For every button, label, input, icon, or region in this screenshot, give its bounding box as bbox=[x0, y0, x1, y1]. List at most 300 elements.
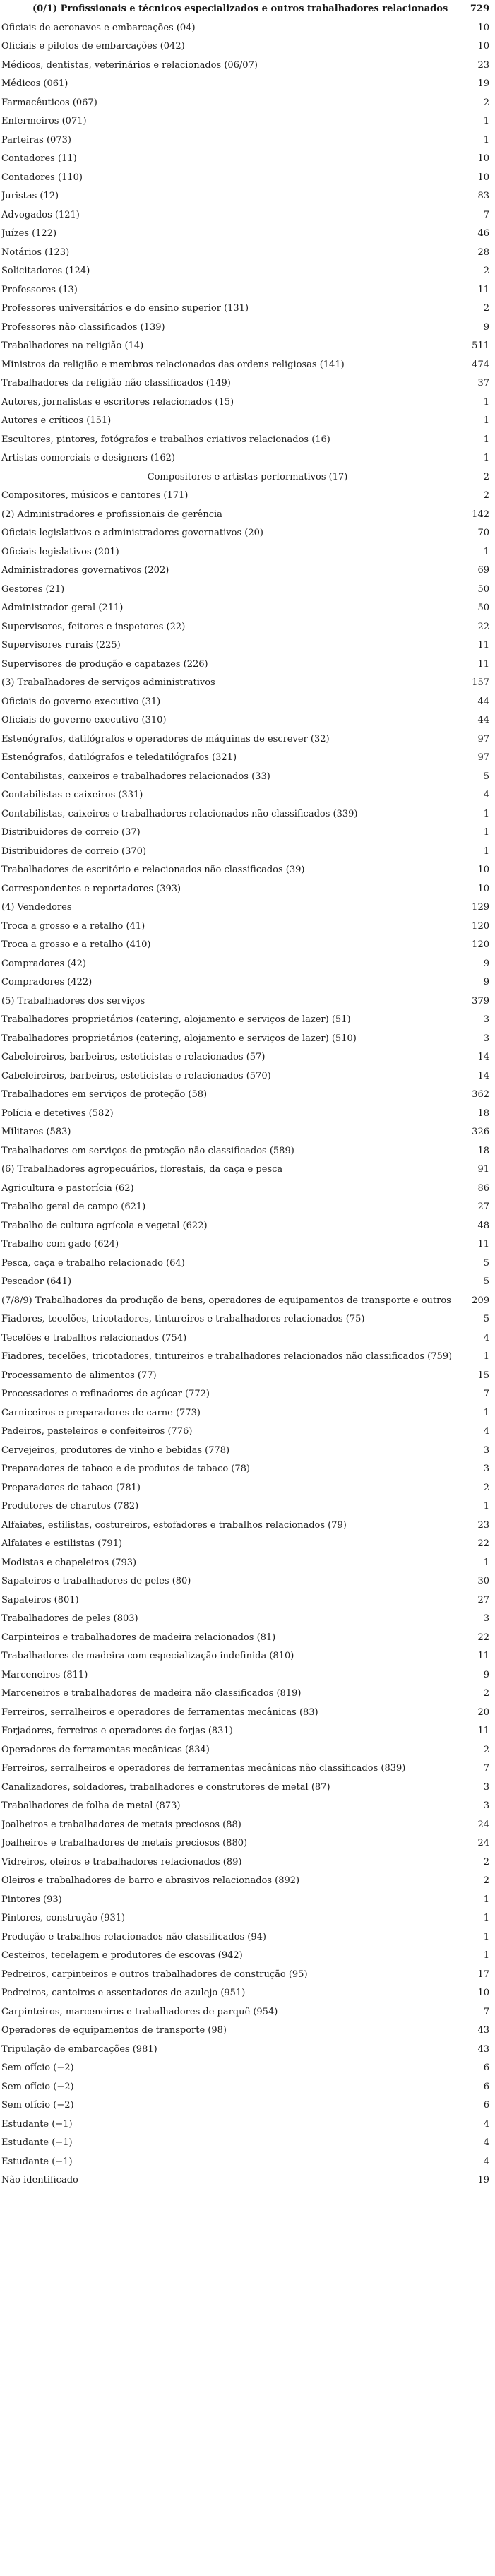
occupation-label: Joalheiros e trabalhadores de metais preciosos (88) bbox=[1, 1819, 241, 1830]
occupation-label: Supervisores de produção e capatazes (226) bbox=[1, 658, 208, 670]
occupation-count: 46 bbox=[477, 228, 489, 239]
table-row bbox=[0, 169, 495, 188]
occupation-count: 5 bbox=[483, 1314, 489, 1324]
table-row bbox=[0, 1741, 495, 1760]
table-row bbox=[0, 1816, 495, 1835]
occupation-count: 11 bbox=[477, 640, 489, 651]
occupation-count: 1 bbox=[483, 1557, 489, 1568]
table-row bbox=[0, 244, 495, 263]
table-row bbox=[0, 1554, 495, 1573]
occupation-count: 2 bbox=[483, 1482, 489, 1493]
table-row bbox=[0, 1797, 495, 1816]
table-row bbox=[0, 2134, 495, 2153]
occupation-label: Pedreiros, canteiros e assentadores de azulejo (951) bbox=[1, 1988, 246, 1998]
occupation-label: Estenógrafos, datilógrafos e teledatilógrafos (321) bbox=[1, 752, 237, 763]
occupation-label: Farmacêuticos (067) bbox=[1, 97, 97, 108]
occupation-label: Oficiais do governo executivo (310) bbox=[1, 715, 167, 725]
table-row bbox=[0, 187, 495, 206]
occupation-label: Trabalhadores na religião (14) bbox=[1, 340, 144, 351]
table-row bbox=[0, 581, 495, 600]
occupation-count: 1 bbox=[483, 808, 489, 819]
table-row bbox=[0, 131, 495, 150]
occupation-label: Processamento de alimentos (77) bbox=[1, 1370, 157, 1381]
occupation-count: 1 bbox=[483, 1501, 489, 1512]
occupation-count: 97 bbox=[477, 733, 489, 744]
occupation-count: 50 bbox=[477, 603, 489, 613]
table-row bbox=[0, 1591, 495, 1610]
occupation-count: 37 bbox=[477, 378, 489, 388]
occupation-count: 142 bbox=[472, 509, 489, 520]
table-row bbox=[0, 1217, 495, 1236]
occupation-count: 11 bbox=[477, 658, 489, 670]
occupation-count: 91 bbox=[477, 1164, 489, 1175]
occupation-label: Estudante (−1) bbox=[1, 2118, 73, 2130]
table-row bbox=[0, 749, 495, 768]
table-row bbox=[0, 150, 495, 169]
table-row bbox=[0, 1759, 495, 1779]
occupation-count: 24 bbox=[477, 1819, 489, 1830]
occupation-label: Não identificado bbox=[1, 2175, 78, 2185]
occupation-count: 6 bbox=[483, 2100, 489, 2111]
table-row bbox=[0, 1629, 495, 1648]
table-row bbox=[0, 281, 495, 300]
occupation-label: Administrador geral (211) bbox=[1, 603, 124, 613]
occupation-count: 2 bbox=[483, 490, 489, 501]
occupation-label: Oficiais e pilotos de embarcações (042) bbox=[1, 41, 185, 52]
occupation-count: 50 bbox=[477, 583, 489, 595]
occupation-label: Sem ofício (−2) bbox=[1, 2081, 74, 2092]
occupation-count: 4 bbox=[483, 2156, 489, 2167]
table-row bbox=[0, 1198, 495, 1217]
occupation-count: 3 bbox=[483, 1033, 489, 1044]
occupation-label: Solicitadores (124) bbox=[1, 266, 90, 276]
occupation-count: 10 bbox=[477, 153, 489, 164]
occupation-label: Cabeleireiros, barbeiros, esteticistas e relacionados (570) bbox=[1, 1070, 271, 1081]
occupation-count: 4 bbox=[483, 2137, 489, 2148]
occupation-count: 3 bbox=[483, 1014, 489, 1025]
occupation-count: 157 bbox=[472, 677, 489, 688]
occupation-count: 511 bbox=[472, 340, 489, 351]
table-row bbox=[0, 1909, 495, 1928]
table-row bbox=[0, 786, 495, 805]
occupation-count: 11 bbox=[477, 1651, 489, 1661]
occupation-label: (6) Trabalhadores agropecuários, florestais, da caça e pesca bbox=[1, 1164, 283, 1175]
occupation-label: Contabilistas e caixeiros (331) bbox=[1, 790, 143, 800]
occupation-count: 3 bbox=[483, 1781, 489, 1793]
occupation-count: 22 bbox=[477, 621, 489, 632]
table-row bbox=[0, 1348, 495, 1367]
occupation-label: Oficiais de aeronaves e embarcações (04) bbox=[1, 22, 196, 33]
occupation-label: Oficiais legislativos e administradores governativos (20) bbox=[1, 528, 263, 538]
table-row bbox=[0, 506, 495, 525]
occupation-count: 2 bbox=[483, 1875, 489, 1886]
table-row bbox=[0, 1423, 495, 1442]
table-row bbox=[0, 94, 495, 113]
table-row bbox=[0, 674, 495, 693]
occupation-label: Distribuidores de correio (37) bbox=[1, 827, 141, 838]
table-row bbox=[0, 2059, 495, 2078]
occupation-count: 23 bbox=[477, 59, 489, 71]
occupation-label: Trabalho com gado (624) bbox=[1, 1239, 119, 1250]
occupation-label: Carpinteiros, marceneiros e trabalhadores de parquê (954) bbox=[1, 2006, 278, 2017]
occupation-label: Juristas (12) bbox=[1, 191, 59, 201]
occupation-label: Troca a grosso e a retalho (41) bbox=[1, 920, 145, 932]
occupation-label: Trabalhadores de escritório e relacionados não classificados (39) bbox=[1, 865, 305, 875]
occupation-label: Oleiros e trabalhadores de barro e abrasivos relacionados (892) bbox=[1, 1875, 300, 1886]
occupation-label: Juízes (122) bbox=[1, 228, 57, 239]
table-row bbox=[0, 299, 495, 319]
table-row bbox=[0, 618, 495, 637]
occupation-count: 69 bbox=[477, 565, 489, 576]
occupation-label: Compradores (422) bbox=[1, 977, 93, 987]
occupation-label: Cervejeiros, produtores de vinho e bebidas (778) bbox=[1, 1444, 230, 1456]
occupation-count: 7 bbox=[483, 2006, 489, 2017]
table-row bbox=[0, 973, 495, 992]
table-row bbox=[0, 2041, 495, 2060]
occupation-label: Artistas comerciais e designers (162) bbox=[1, 453, 175, 463]
table-row bbox=[0, 1947, 495, 1966]
occupation-count: 11 bbox=[477, 1239, 489, 1250]
occupation-label: Marceneiros e trabalhadores de madeira não classificados (819) bbox=[1, 1688, 302, 1699]
table-row bbox=[0, 843, 495, 862]
table-row bbox=[0, 37, 495, 57]
occupation-label: Pedreiros, carpinteiros e outros trabalhadores de construção (95) bbox=[1, 1969, 308, 1980]
occupation-label: Compositores, músicos e cantores (171) bbox=[1, 490, 189, 501]
occupation-count: 19 bbox=[477, 2175, 489, 2185]
table-row bbox=[0, 1460, 495, 1479]
occupation-label: Distribuidores de correio (370) bbox=[1, 845, 147, 857]
occupation-count: 2 bbox=[483, 303, 489, 314]
occupation-label: Professores não classificados (139) bbox=[1, 321, 165, 333]
occupation-count: 2 bbox=[483, 1856, 489, 1868]
occupation-count: 1 bbox=[483, 453, 489, 463]
occupation-count: 4 bbox=[483, 1332, 489, 1343]
table-header-row bbox=[0, 0, 495, 19]
occupation-count: 19 bbox=[477, 78, 489, 89]
table-row bbox=[0, 711, 495, 730]
occupation-label: (5) Trabalhadores dos serviços bbox=[1, 995, 145, 1007]
occupation-count: 44 bbox=[477, 696, 489, 707]
occupation-label: Escultores, pintores, fotógrafos e trabalhos criativos relacionados (16) bbox=[1, 434, 330, 445]
table-row bbox=[0, 2003, 495, 2022]
occupation-count: 3 bbox=[483, 1444, 489, 1456]
occupation-label: Trabalhadores de peles (803) bbox=[1, 1613, 138, 1624]
occupation-label: (3) Trabalhadores de serviços administrativos bbox=[1, 677, 215, 688]
table-row bbox=[0, 2078, 495, 2097]
occupation-label: Produção e trabalhos relacionados não classificados (94) bbox=[1, 1931, 266, 1942]
table-row bbox=[0, 1067, 495, 1086]
occupation-count: 3 bbox=[483, 1800, 489, 1811]
table-row bbox=[0, 431, 495, 450]
occupation-label: Ferreiros, serralheiros e operadores de ferramentas mecânicas não classificados (839) bbox=[1, 1763, 406, 1774]
table-row bbox=[0, 337, 495, 356]
occupation-count: 7 bbox=[483, 1389, 489, 1399]
occupation-count: 2 bbox=[483, 1744, 489, 1755]
occupation-count: 1 bbox=[483, 827, 489, 838]
occupation-label: Oficiais do governo executivo (31) bbox=[1, 696, 161, 707]
table-row bbox=[0, 543, 495, 562]
occupation-label: Notários (123) bbox=[1, 247, 70, 258]
occupation-label: Pintores (93) bbox=[1, 1894, 62, 1905]
table-row bbox=[0, 1105, 495, 1124]
table-row bbox=[0, 824, 495, 843]
table-row bbox=[0, 206, 495, 225]
occupation-count: 18 bbox=[477, 1108, 489, 1119]
occupation-count: 15 bbox=[477, 1370, 489, 1381]
table-row bbox=[0, 393, 495, 412]
table-row bbox=[0, 319, 495, 338]
occupation-count: 18 bbox=[477, 1145, 489, 1156]
occupation-label: Preparadores de tabaco (781) bbox=[1, 1482, 141, 1493]
table-row bbox=[0, 1367, 495, 1386]
occupation-label: Tecelões e trabalhos relacionados (754) bbox=[1, 1332, 187, 1343]
occupation-count: 1 bbox=[483, 1407, 489, 1418]
occupation-count: 9 bbox=[483, 958, 489, 969]
occupation-count: 23 bbox=[477, 1519, 489, 1531]
occupation-label: Joalheiros e trabalhadores de metais preciosos (880) bbox=[1, 1838, 248, 1848]
occupation-count: 4 bbox=[483, 1426, 489, 1437]
occupation-count: 14 bbox=[477, 1052, 489, 1062]
occupation-label: Militares (583) bbox=[1, 1127, 71, 1137]
occupation-label: Alfaiates, estilistas, costureiros, estofadores e trabalhos relacionados (79) bbox=[1, 1519, 347, 1531]
occupation-count: 209 bbox=[472, 1295, 489, 1306]
occupation-label: Contadores (110) bbox=[1, 172, 83, 183]
occupation-label: Padeiros, pasteleiros e confeiteiros (776) bbox=[1, 1426, 193, 1437]
table-row bbox=[0, 730, 495, 749]
table-row bbox=[0, 1722, 495, 1741]
occupation-label: Médicos (061) bbox=[1, 78, 68, 89]
occupation-count: 14 bbox=[477, 1070, 489, 1081]
occupation-count: 6 bbox=[483, 2081, 489, 2092]
table-row bbox=[0, 75, 495, 94]
occupation-label: Estudante (−1) bbox=[1, 2137, 73, 2148]
occupation-count: 4 bbox=[483, 790, 489, 800]
table-row bbox=[0, 1834, 495, 1853]
occupation-count: 1 bbox=[483, 1913, 489, 1923]
occupation-label: Troca a grosso e a retalho (410) bbox=[1, 939, 151, 950]
table-row bbox=[0, 1235, 495, 1254]
occupation-label: Sapateiros e trabalhadores de peles (80) bbox=[1, 1576, 191, 1586]
occupation-count: 2 bbox=[483, 1688, 489, 1699]
occupation-label: Trabalhadores em serviços de proteção não classificados (589) bbox=[1, 1145, 294, 1156]
table-row bbox=[0, 2153, 495, 2172]
table-row bbox=[0, 1928, 495, 1947]
occupation-label: Trabalhadores proprietários (catering, alojamento e serviços de lazer) (51) bbox=[1, 1014, 351, 1025]
occupation-label: Correspondentes e reportadores (393) bbox=[1, 883, 181, 894]
occupation-label: Forjadores, ferreiros e operadores de forjas (831) bbox=[1, 1726, 233, 1736]
occupation-count: 4 bbox=[483, 2118, 489, 2130]
occupation-label: Trabalhadores proprietários (catering, alojamento e serviços de lazer) (510) bbox=[1, 1033, 357, 1044]
occupation-label: Trabalhadores da religião não classificados (149) bbox=[1, 378, 231, 388]
table-row bbox=[0, 1516, 495, 1536]
occupation-label: Sapateiros (801) bbox=[1, 1594, 79, 1605]
occupation-count: 1 bbox=[483, 546, 489, 557]
occupation-count: 10 bbox=[477, 22, 489, 33]
occupation-count: 1 bbox=[483, 434, 489, 445]
occupation-label: Pintores, construção (931) bbox=[1, 1913, 126, 1923]
occupation-label: Contabilistas, caixeiros e trabalhadores relacionados não classificados (339) bbox=[1, 808, 358, 819]
table-row bbox=[0, 2115, 495, 2135]
occupation-label: Fiadores, tecelões, tricotadores, tintureiros e trabalhadores relacionados não classificados (759) bbox=[1, 1351, 453, 1362]
occupation-label: Carpinteiros e trabalhadores de madeira relacionados (81) bbox=[1, 1632, 276, 1643]
occupation-count: 44 bbox=[477, 715, 489, 725]
occupation-label: Agricultura e pastorícia (62) bbox=[1, 1182, 134, 1194]
occupation-label: Compradores (42) bbox=[1, 958, 86, 969]
occupation-label: Contadores (11) bbox=[1, 153, 77, 164]
occupation-label: Preparadores de tabaco e de produtos de tabaco (78) bbox=[1, 1464, 250, 1474]
occupation-count: 10 bbox=[477, 172, 489, 183]
occupation-label: Gestores (21) bbox=[1, 583, 65, 595]
occupation-count: 5 bbox=[483, 1257, 489, 1269]
table-row bbox=[0, 1086, 495, 1105]
occupation-count: 7 bbox=[483, 1763, 489, 1774]
occupation-label: Autores e críticos (151) bbox=[1, 415, 112, 426]
table-row bbox=[0, 1779, 495, 1798]
occupation-count: 11 bbox=[477, 1726, 489, 1736]
table-row bbox=[0, 1254, 495, 1274]
occupation-label: Sem ofício (−2) bbox=[1, 2100, 74, 2111]
occupation-count: 362 bbox=[472, 1089, 489, 1100]
table-row bbox=[0, 768, 495, 787]
table-row bbox=[0, 1535, 495, 1554]
occupation-count: 1 bbox=[483, 845, 489, 857]
table-row bbox=[0, 1872, 495, 1891]
occupation-count: 22 bbox=[477, 1632, 489, 1643]
table-row bbox=[0, 1048, 495, 1067]
table-row bbox=[0, 992, 495, 1011]
occupation-count: 1 bbox=[483, 116, 489, 126]
table-row bbox=[0, 1853, 495, 1872]
table-row bbox=[0, 1647, 495, 1666]
occupation-count: 83 bbox=[477, 191, 489, 201]
occupation-count: 9 bbox=[483, 1669, 489, 1680]
occupation-label: Contabilistas, caixeiros e trabalhadores relacionados (33) bbox=[1, 771, 270, 782]
occupation-count: 10 bbox=[477, 41, 489, 52]
occupation-count: 729 bbox=[470, 4, 489, 14]
occupation-count: 1 bbox=[483, 396, 489, 408]
occupation-label: Sem ofício (−2) bbox=[1, 2062, 74, 2073]
table-row bbox=[0, 1404, 495, 1423]
table-row bbox=[0, 374, 495, 393]
occupation-label: Trabalhadores de folha de metal (873) bbox=[1, 1800, 181, 1811]
table-row bbox=[0, 468, 495, 487]
occupation-label: Trabalho de cultura agrícola e vegetal (622) bbox=[1, 1220, 208, 1231]
occupation-count: 129 bbox=[472, 902, 489, 913]
occupation-count: 20 bbox=[477, 1707, 489, 1718]
occupation-label: Supervisores, feitores e inspetores (22) bbox=[1, 621, 186, 632]
occupation-label: Carniceiros e preparadores de carne (773) bbox=[1, 1407, 201, 1418]
occupation-count: 10 bbox=[477, 865, 489, 875]
occupation-count: 11 bbox=[477, 284, 489, 295]
occupation-label: Ferreiros, serralheiros e operadores de ferramentas mecânicas (83) bbox=[1, 1707, 318, 1718]
occupation-label: Operadores de equipamentos de transporte (98) bbox=[1, 2025, 227, 2036]
occupation-label: Ministros da religião e membros relacionados das ordens religiosas (141) bbox=[1, 359, 345, 370]
occupation-count: 379 bbox=[472, 995, 489, 1007]
occupation-label: Advogados (121) bbox=[1, 209, 80, 220]
table-row bbox=[0, 1011, 495, 1030]
occupation-count: 5 bbox=[483, 1276, 489, 1287]
table-row bbox=[0, 1123, 495, 1142]
table-row bbox=[0, 693, 495, 712]
occupation-label: Pescador (641) bbox=[1, 1276, 72, 1287]
occupation-count: 43 bbox=[477, 2025, 489, 2036]
occupation-count: 9 bbox=[483, 321, 489, 333]
occupation-count: 28 bbox=[477, 247, 489, 258]
table-row bbox=[0, 262, 495, 281]
occupation-count: 27 bbox=[477, 1594, 489, 1605]
table-row bbox=[0, 449, 495, 468]
table-row bbox=[0, 1292, 495, 1311]
table-row bbox=[0, 1180, 495, 1199]
table-row bbox=[0, 805, 495, 824]
occupation-label: Estenógrafos, datilógrafos e operadores de máquinas de escrever (32) bbox=[1, 733, 330, 744]
occupation-count: 24 bbox=[477, 1838, 489, 1848]
occupation-count: 3 bbox=[483, 1464, 489, 1474]
table-row bbox=[0, 57, 495, 76]
occupation-label: Operadores de ferramentas mecânicas (834) bbox=[1, 1744, 210, 1755]
occupation-count: 120 bbox=[472, 920, 489, 932]
occupation-count: 70 bbox=[477, 528, 489, 538]
occupation-count: 1 bbox=[483, 415, 489, 426]
table-row bbox=[0, 1704, 495, 1723]
occupation-label: Supervisores rurais (225) bbox=[1, 640, 121, 651]
occupation-label: Pesca, caça e trabalho relacionado (64) bbox=[1, 1257, 185, 1269]
occupation-count: 120 bbox=[472, 939, 489, 950]
occupation-label: Administradores governativos (202) bbox=[1, 565, 169, 576]
occupation-label: Polícia e detetives (582) bbox=[1, 1108, 114, 1119]
table-row bbox=[0, 524, 495, 543]
occupation-count: 9 bbox=[483, 977, 489, 987]
occupation-count: 97 bbox=[477, 752, 489, 763]
table-row bbox=[0, 1479, 495, 1498]
occupation-count: 22 bbox=[477, 1538, 489, 1549]
occupation-count: 1 bbox=[483, 1950, 489, 1961]
occupation-label: Enfermeiros (071) bbox=[1, 116, 87, 126]
occupation-label: Oficiais legislativos (201) bbox=[1, 546, 119, 557]
occupation-label: (4) Vendedores bbox=[1, 902, 72, 913]
table-row bbox=[0, 898, 495, 918]
occupation-count: 5 bbox=[483, 771, 489, 782]
table-row bbox=[0, 356, 495, 375]
table-row bbox=[0, 2096, 495, 2115]
occupation-label: Produtores de charutos (782) bbox=[1, 1501, 139, 1512]
table-row bbox=[0, 1685, 495, 1704]
occupation-label: Modistas e chapeleiros (793) bbox=[1, 1557, 137, 1568]
table-row bbox=[0, 1030, 495, 1049]
table-row bbox=[0, 936, 495, 955]
occupation-label: (0/1) Profissionais e técnicos especializados e outros trabalhadores relacionados bbox=[32, 4, 448, 14]
table-row bbox=[0, 225, 495, 244]
table-row bbox=[0, 599, 495, 618]
occupation-count: 2 bbox=[483, 471, 489, 482]
table-row bbox=[0, 1891, 495, 1910]
table-row bbox=[0, 2022, 495, 2041]
table-row bbox=[0, 1273, 495, 1292]
table-row bbox=[0, 1666, 495, 1685]
table-row bbox=[0, 1497, 495, 1516]
occupation-count: 1 bbox=[483, 1894, 489, 1905]
table-row bbox=[0, 1984, 495, 2003]
table-row bbox=[0, 487, 495, 506]
table-row bbox=[0, 1142, 495, 1161]
occupation-label: Médicos, dentistas, veterinários e relacionados (06/07) bbox=[1, 59, 258, 71]
occupation-label: Fiadores, tecelões, tricotadores, tintureiros e trabalhadores relacionados (75) bbox=[1, 1314, 365, 1324]
table-row bbox=[0, 1610, 495, 1629]
table-row bbox=[0, 562, 495, 581]
occupation-label: Estudante (−1) bbox=[1, 2156, 73, 2167]
occupation-count: 6 bbox=[483, 2062, 489, 2073]
occupation-label: Trabalhadores em serviços de proteção (58) bbox=[1, 1089, 208, 1100]
